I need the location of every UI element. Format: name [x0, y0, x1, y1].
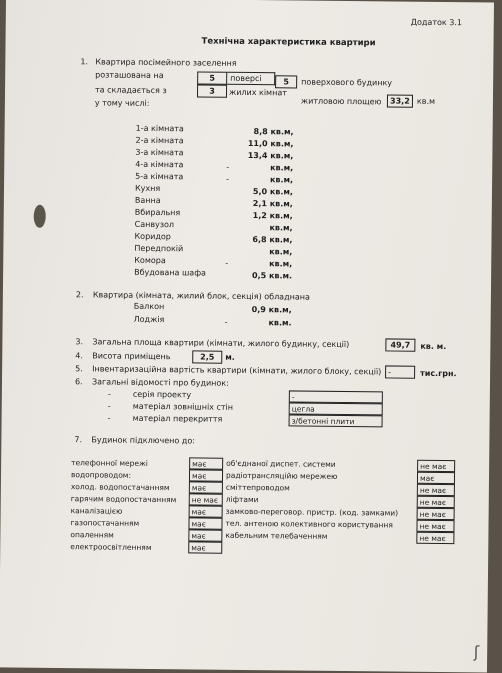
room-area-value: кв.м, — [269, 223, 293, 233]
room-label: 2-а кімната — [135, 135, 184, 146]
room-area-value: 6,8 кв.м, — [252, 235, 293, 245]
utility-label: опаленням — [70, 530, 114, 540]
building-info-dash: - — [107, 413, 111, 423]
room-area-value: 5,0 кв.м, — [252, 187, 294, 197]
building-info-value: з/бетонні плити — [289, 414, 383, 427]
room-label: Кухня — [134, 183, 161, 194]
section-1-number: 1. — [80, 57, 89, 67]
section-5-text: Інвентаризаційна вартість квартири (кімнати, жилого блоку, секції) — [92, 364, 382, 377]
utility-label: ліфтами — [225, 494, 259, 505]
utility-status: не має — [416, 532, 454, 544]
utility-status: має — [189, 469, 223, 481]
inventory-unit: тис.грн. — [420, 368, 457, 379]
building-info-value: - — [289, 390, 383, 403]
room-label: 5-а кімната — [135, 171, 184, 182]
utility-label: телефонної мережі — [71, 458, 148, 468]
section-1-line2: розташована на — [95, 70, 164, 81]
utility-status: не має — [417, 460, 455, 472]
total-area-value: 49,7 — [385, 338, 415, 351]
room-label: Санвузол — [134, 219, 175, 230]
utility-status: має — [417, 472, 455, 484]
floor-label: поверсі — [227, 72, 275, 86]
room-label: Комора — [134, 255, 166, 266]
section-1-line3: та складається з — [95, 85, 167, 96]
amenity-area-value: 0,9 кв.м, — [251, 305, 292, 315]
section-4-number: 4. — [75, 351, 83, 361]
room-area-value: кв.м, — [270, 163, 294, 173]
utility-label: електроосвітленням — [70, 542, 152, 552]
utility-status: має — [189, 505, 223, 517]
signature-mark: ʃ — [473, 642, 480, 662]
room-label: 3-а кімната — [135, 147, 184, 158]
section-2-number: 2. — [75, 290, 84, 300]
utility-status: не має — [189, 493, 223, 505]
room-dash: - — [226, 174, 230, 184]
room-area-value: 11,0 кв.м, — [247, 138, 294, 149]
total-floors-value: 5 — [275, 75, 297, 88]
utility-status: не має — [416, 520, 454, 532]
section-1-line4: у тому числі: — [94, 98, 150, 108]
section-7-text: Будинок підключено до: — [91, 435, 195, 446]
building-info-label: матеріал перекриття — [132, 413, 223, 424]
utility-label: холод. водопостачанням — [70, 482, 170, 493]
utility-status: не має — [417, 508, 455, 520]
total-floors-label: поверхового будинку — [301, 77, 393, 88]
utility-label: водопроводом: — [70, 470, 132, 480]
utility-label: радіотрансляційю мережею — [225, 470, 338, 481]
room-dash: - — [225, 258, 229, 268]
utility-label: об'єднаної диспет. системи — [226, 458, 336, 469]
utility-label: тел. антеною колективного користування — [225, 518, 393, 530]
inventory-value: - — [385, 365, 415, 378]
building-info-label: серія проекту — [132, 389, 192, 400]
utility-label: сміттепроводом — [225, 482, 290, 493]
utility-label: кабельним телебаченням — [225, 530, 328, 541]
rooms-count-value: 3 — [197, 84, 227, 97]
appendix-label: Додаток 3.1 — [410, 17, 463, 28]
amenity-dash: - — [224, 317, 228, 327]
utility-label: газопостачанням — [70, 518, 140, 528]
utility-status: має — [188, 541, 222, 553]
room-area-value: 2,1 кв.м, — [252, 199, 293, 209]
section-7-number: 7. — [74, 435, 83, 445]
room-dash: - — [226, 162, 230, 172]
utility-status: не має — [417, 496, 455, 508]
room-label: Коридор — [134, 231, 171, 242]
building-info-value: цегла — [289, 402, 383, 415]
building-info-label: матеріал зовнішніх стін — [132, 401, 234, 412]
room-label: Вбудована шафа — [134, 267, 207, 278]
section-2-text: Квартира (кімната, жилий блок, секція) обладнана — [92, 290, 310, 302]
section-1-line1: Квартира посімейного заселення — [95, 57, 237, 68]
amenity-label: Лоджія — [133, 314, 165, 325]
room-area-value: кв.м, — [269, 259, 293, 269]
punch-hole — [34, 205, 46, 228]
utility-status: має — [188, 529, 222, 541]
section-4-text: Висота приміщень — [92, 351, 171, 362]
section-5-number: 5. — [75, 364, 83, 374]
utility-label: каналізацією — [70, 506, 123, 516]
total-area-unit: кв. м. — [420, 341, 447, 352]
building-info-dash: - — [107, 389, 111, 399]
rooms-count-label: жилих кімнат — [228, 87, 287, 98]
room-area-value: 8,8 кв.м, — [253, 127, 294, 137]
utility-label: гарячим водопостачанням — [70, 494, 177, 505]
room-area-value: 1,2 кв.м, — [252, 211, 293, 221]
utility-status: не має — [417, 484, 455, 496]
utility-status: має — [189, 457, 223, 469]
section-6-text: Загальні відомості про будинок: — [91, 377, 229, 388]
page-title: Технічна характеристика квартири — [201, 36, 376, 49]
utility-status: має — [189, 481, 223, 493]
building-info-dash: - — [107, 401, 111, 411]
section-3-text: Загальна площа квартири (кімнати, жилого будинку, секції) — [92, 337, 350, 350]
room-area-value: 0,5 кв.м. — [251, 271, 293, 281]
ceiling-height-value: 2,5 — [192, 350, 222, 363]
room-area-value: кв.м, — [269, 175, 294, 185]
section-3-number: 3. — [75, 337, 84, 347]
amenity-label: Балкон — [133, 301, 165, 312]
room-label: 1-а кімната — [135, 123, 184, 134]
floor-value: 5 — [197, 71, 227, 84]
amenity-area-value: кв.м. — [268, 318, 292, 328]
room-label: 4-а кімната — [135, 159, 184, 170]
living-area-unit: кв.м — [416, 96, 436, 106]
room-label: Передпокій — [134, 243, 184, 254]
section-6-number: 6. — [74, 377, 83, 387]
living-area-value: 33,2 — [387, 94, 413, 107]
utility-status: має — [188, 517, 222, 529]
room-label: Вбиральня — [134, 207, 181, 218]
room-area-value: 13,4 кв.м, — [247, 150, 294, 161]
room-area-value: кв.м, — [269, 247, 293, 257]
living-area-label: житловою площею — [300, 96, 382, 107]
utility-label: замково-переговор. пристр. (код. замками) — [225, 506, 399, 518]
room-label: Ванна — [134, 195, 161, 206]
ceiling-height-unit: м. — [225, 352, 235, 362]
